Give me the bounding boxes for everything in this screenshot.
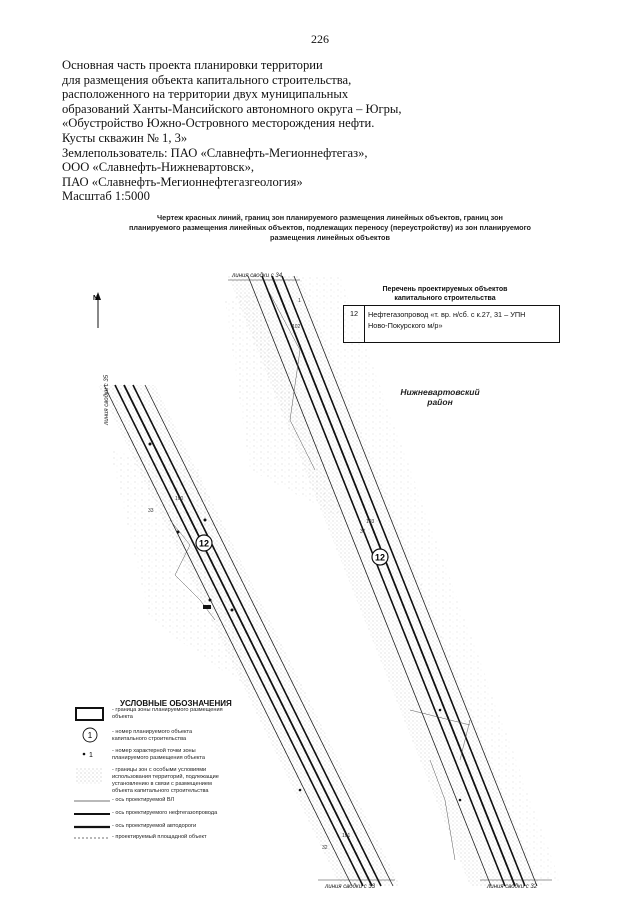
legend-text-line: - ось проектируемой ВЛ [112, 797, 175, 803]
header-line: образований Ханты-Мансийского автономного округа – Югры, [62, 101, 402, 116]
district-line: Нижневартовский [400, 387, 480, 397]
legend-text-line: объекта [112, 714, 133, 720]
legend-text-line: - номер характерной точки зоны [112, 748, 196, 754]
point-label: 103 [366, 519, 375, 525]
legend-text-line: - номер планируемого объекта [112, 729, 193, 735]
joint-label-35: линия сводки с 35 [104, 374, 110, 425]
svg-text:12: 12 [374, 552, 386, 563]
legend-text-line: - ось проектируемой автодороги [112, 823, 197, 829]
joint-label-34: линия сводки с 34 [232, 273, 283, 279]
joint-label-32: линия сводки с 32 [487, 884, 538, 890]
page-number: 226 [311, 32, 329, 46]
legend-item-zone-boundary [112, 707, 223, 721]
scale-line: Масштаб 1:5000 [62, 189, 150, 204]
point-label: 1 [298, 298, 301, 304]
legend-text-line: использования территорий, подлежащие [112, 774, 219, 780]
header-line: «Обустройство Южно-Островного месторождения нефти. [62, 116, 375, 131]
object-number: 12 [344, 306, 365, 342]
svg-text:1: 1 [89, 752, 93, 759]
district-label [390, 387, 490, 407]
point-label: 102 [292, 324, 301, 330]
legend-text-line: планируемого размещения объекта [112, 755, 206, 761]
header-line: Землепользователь: ПАО «Славнефть-Мегионнефтегаз», [62, 145, 368, 160]
legend-text-line: объекта капитального строительства [112, 788, 209, 794]
object-list-title-line: Перечень проектируемых объектов [382, 286, 508, 293]
point-label: 31 [360, 529, 366, 535]
object-list-title [345, 285, 545, 303]
legend-text-line: установлению в связи с размещением [112, 781, 212, 787]
svg-text:1: 1 [87, 731, 93, 740]
legend-title: УСЛОВНЫЕ ОБОЗНАЧЕНИЯ [120, 699, 232, 708]
header-line: Кусты скважин № 1, 3» [62, 130, 188, 145]
legend-item-power-line [112, 797, 174, 804]
legend-item-pipeline [112, 810, 217, 817]
legend-item-area-object [112, 834, 207, 841]
north-label: N [93, 295, 99, 302]
header-line: для размещения объекта капитального строительства, [62, 72, 352, 87]
legend-text-line: - ось проектируемого нефтегазопровода [112, 810, 218, 816]
object-name [368, 309, 558, 331]
object-list-title-line: капитального строительства [394, 295, 496, 302]
header-line: ПАО «Славнефть-Мегионнефтегазгеология» [62, 174, 303, 189]
legend-text-line: - проектируемый площадной объект [112, 834, 207, 840]
legend-symbols [74, 708, 110, 838]
header-line: ООО «Славнефть-Нижневартовск», [62, 160, 255, 175]
header-line: Основная часть проекта планировки территории [62, 58, 323, 72]
district-line: район [427, 397, 453, 407]
joint-label-33: линия сводки с 33 [325, 884, 376, 890]
svg-text:12: 12 [198, 538, 210, 549]
caption-line: планируемого размещения линейных объектов, подлежащих переносу (переустройству) из зон планируемого [129, 223, 531, 232]
object-list-table [343, 305, 560, 343]
point-label: 33 [148, 508, 154, 514]
object-name-line: Ново-Покурского м/р» [368, 321, 443, 330]
caption-line: Чертеж красных линий, границ зон планируемого размещения линейных объектов, границ зон [157, 213, 503, 222]
object-number-badge-right [372, 549, 388, 565]
header-line: расположенного на территории двух муниципальных [62, 87, 349, 102]
legend-text-line: - границы зон с особыми условиями [112, 767, 207, 773]
legend-text-line: - граница зоны планируемого размещения [112, 707, 223, 713]
legend-text-line: капитального строительства [112, 736, 187, 742]
legend-item-object-number [112, 729, 192, 743]
object-number-badge-left [196, 535, 212, 551]
legend-item-point-number [112, 748, 205, 762]
legend-item-road [112, 823, 196, 830]
legend-item-special-zones [112, 767, 219, 795]
point-label: 32 [322, 845, 328, 851]
object-name-line: Нефтегазопровод «т. вр. н/сб. с к.27, 31 – УПН [368, 310, 526, 319]
caption-line: размещения линейных объектов [269, 233, 390, 242]
point-label: 100 [175, 496, 184, 502]
point-label: 101 [342, 833, 351, 839]
